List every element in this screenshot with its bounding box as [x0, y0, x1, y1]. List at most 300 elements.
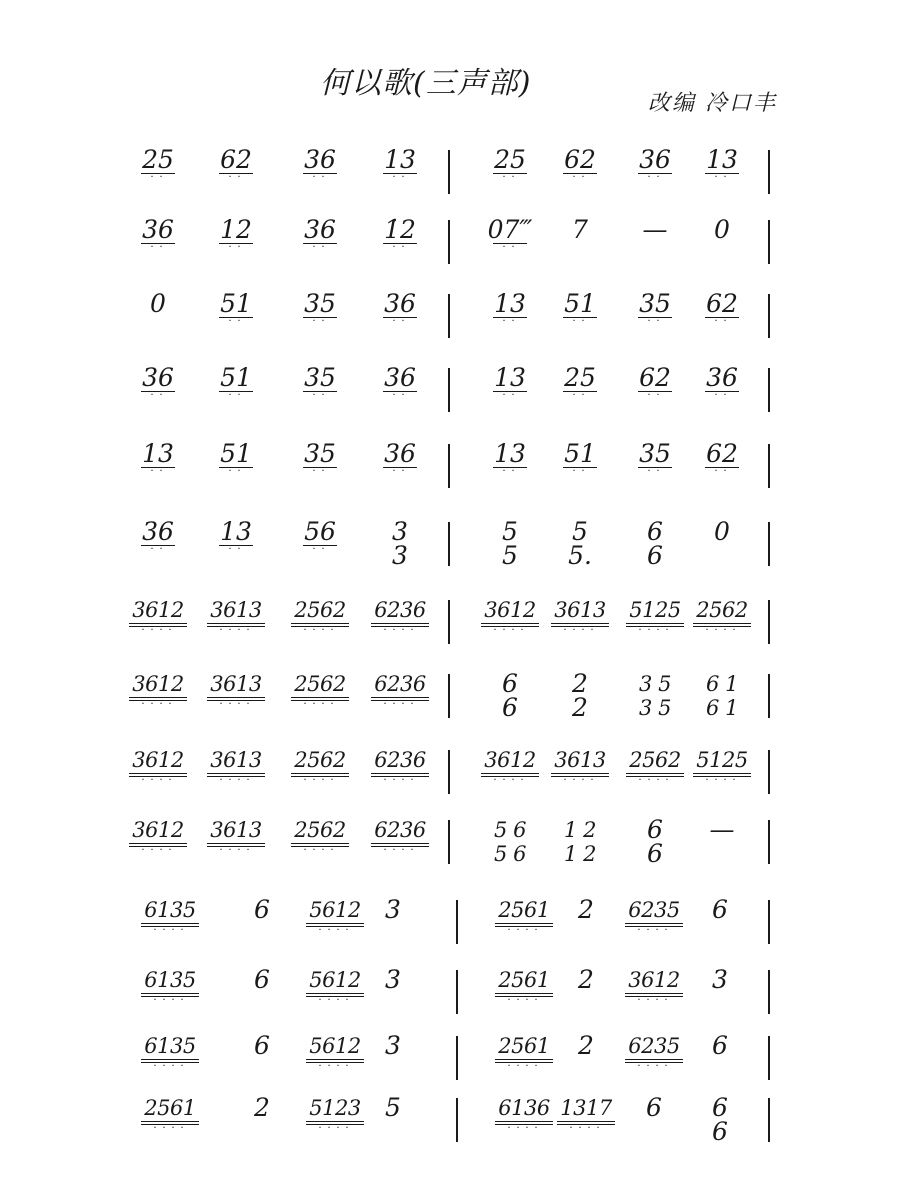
note-digits: 6135 [144, 1034, 196, 1058]
note-digits: 13 [384, 145, 416, 174]
note-group [620, 598, 690, 639]
bar-line [448, 150, 450, 194]
note-digits: 2 [578, 965, 594, 994]
note-digits: 13 [494, 363, 526, 392]
note-digits: 36 [304, 215, 336, 244]
bar-line [768, 674, 770, 718]
note-group [201, 748, 271, 789]
note-group [687, 815, 757, 844]
octave-dots: ˙˙˙˙ [317, 1063, 353, 1077]
underline-beam [495, 923, 553, 924]
note-digits: 35 [639, 289, 671, 318]
note-digits: 13 [494, 439, 526, 468]
note-digits: 2561 [498, 1034, 550, 1058]
note-group [201, 145, 271, 188]
bar-line [448, 750, 450, 794]
note-digits: 3 [385, 965, 401, 994]
page-title: 何以歌(三声部) [320, 66, 532, 101]
note-group [545, 439, 615, 482]
note-digits: 2 [572, 669, 588, 698]
octave-dots: ˙˙˙˙ [382, 847, 418, 861]
note-digits: 6 [502, 669, 518, 698]
bar-line [768, 600, 770, 644]
note-group [619, 968, 689, 1009]
octave-dots: ˙˙˙˙ [704, 627, 740, 641]
note-digits: 2 [578, 1031, 594, 1060]
note-group [620, 363, 690, 406]
note-digits: 6 [646, 1093, 662, 1122]
note-group [135, 898, 205, 939]
note-group [489, 1034, 559, 1075]
note-digits: 6235 [628, 1034, 680, 1058]
note-digits: 3612 [132, 598, 184, 622]
octave-dots: ˙˙˙˙ [302, 847, 338, 861]
octave-dots: ˙˙ [149, 468, 167, 482]
note-digits: 5 [502, 541, 518, 570]
octave-dots: ˙˙˙˙ [492, 777, 528, 791]
note-digits: 6236 [374, 818, 426, 842]
note-digits: 51 [220, 439, 252, 468]
octave-dots: ˙˙˙˙ [317, 927, 353, 941]
note-digits: 13 [220, 517, 252, 546]
bar-line [448, 368, 450, 412]
note-digits: 3613 [554, 748, 606, 772]
octave-dots: ˙˙ [391, 244, 409, 258]
note-digits: 36 [142, 215, 174, 244]
underline-beam [557, 1121, 615, 1122]
underline-beam [371, 773, 429, 774]
octave-dots: ˙˙˙˙ [637, 777, 673, 791]
bar-line [448, 294, 450, 338]
octave-dots: ˙˙ [646, 318, 664, 332]
note-group [545, 748, 615, 789]
note-digits: 12 [220, 215, 252, 244]
note-digits: 6236 [374, 598, 426, 622]
octave-dots: ˙˙˙˙ [218, 627, 254, 641]
note-digits: 5. [568, 541, 592, 570]
underline-beam [306, 1059, 364, 1060]
octave-dots: ˙˙ [227, 244, 245, 258]
octave-dots: ˙˙ [501, 468, 519, 482]
note-group [545, 289, 615, 332]
note-digits: 36 [706, 363, 738, 392]
octave-dots: ˙˙˙˙ [140, 777, 176, 791]
note-digits: 51 [220, 363, 252, 392]
octave-dots: ˙˙˙˙ [637, 627, 673, 641]
note-digits: 6135 [144, 968, 196, 992]
note-group [551, 1096, 621, 1137]
note-digits: 2561 [498, 968, 550, 992]
note-digits: 25 [564, 363, 596, 392]
arranger-credit: 改编 冷口丰 [648, 91, 777, 116]
note-group [365, 215, 435, 258]
octave-dots: ˙˙˙˙ [302, 627, 338, 641]
underline-beam [626, 773, 684, 774]
bar-line [768, 820, 770, 864]
note-digits: 2562 [629, 748, 681, 772]
note-digits: 5612 [309, 968, 361, 992]
bar-line [456, 1036, 458, 1080]
octave-dots: ˙˙ [311, 546, 329, 560]
underline-beam [626, 623, 684, 624]
note-group [620, 815, 690, 868]
octave-dots: ˙˙ [391, 392, 409, 406]
note-group [620, 439, 690, 482]
octave-dots: ˙˙˙˙ [636, 1063, 672, 1077]
note-digits: 6136 [498, 1096, 550, 1120]
note-digits: 3612 [132, 748, 184, 772]
note-group [685, 1093, 755, 1146]
underline-beam [306, 923, 364, 924]
octave-dots: ˙˙˙˙ [506, 927, 542, 941]
note-digits: 36 [304, 145, 336, 174]
note-group [123, 215, 193, 258]
note-digits: 2 [254, 1093, 270, 1122]
note-group [620, 672, 690, 720]
note-digits: 36 [639, 145, 671, 174]
octave-dots: ˙˙ [646, 174, 664, 188]
octave-dots: ˙˙ [311, 392, 329, 406]
note-digits: 3 5 [639, 672, 671, 696]
note-group [489, 968, 559, 1009]
octave-dots: ˙˙˙˙ [636, 927, 672, 941]
note-group [358, 895, 428, 924]
octave-dots: ˙˙ [713, 392, 731, 406]
note-digits: 56 [304, 517, 336, 546]
octave-dots: ˙˙˙˙ [140, 847, 176, 861]
note-group [545, 598, 615, 639]
note-digits: 35 [639, 439, 671, 468]
octave-dots: ˙˙ [501, 392, 519, 406]
octave-dots: ˙˙ [713, 318, 731, 332]
note-group [475, 669, 545, 722]
note-group [685, 965, 755, 994]
note-digits: 6 [647, 815, 663, 844]
note-group [123, 517, 193, 560]
note-digits: 3613 [210, 818, 262, 842]
octave-dots: ˙˙ [571, 468, 589, 482]
octave-dots: ˙˙ [149, 174, 167, 188]
note-digits: 6 [647, 541, 663, 570]
octave-dots: ˙˙˙˙ [152, 997, 188, 1011]
underline-beam [291, 773, 349, 774]
note-group [475, 145, 545, 188]
note-digits: 2561 [144, 1096, 196, 1120]
note-digits: 2562 [294, 818, 346, 842]
note-digits: 7 [572, 215, 588, 244]
note-group [365, 517, 435, 570]
note-group [620, 289, 690, 332]
note-group [285, 439, 355, 482]
octave-dots: ˙˙ [501, 318, 519, 332]
note-digits: 1 2 [564, 818, 596, 842]
note-digits: 5 6 [494, 842, 526, 866]
bar-line [456, 1098, 458, 1142]
note-group [685, 895, 755, 924]
underline-beam [207, 623, 265, 624]
note-digits: 5123 [309, 1096, 361, 1120]
octave-dots: ˙˙ [311, 468, 329, 482]
note-digits: 2 [572, 693, 588, 722]
note-digits: 3612 [628, 968, 680, 992]
note-digits: 2562 [294, 748, 346, 772]
note-group [545, 818, 615, 866]
underline-beam [495, 1121, 553, 1122]
note-group [201, 517, 271, 560]
octave-dots: ˙˙ [149, 546, 167, 560]
note-group [285, 363, 355, 406]
note-digits: 2562 [696, 598, 748, 622]
note-group [545, 363, 615, 406]
note-group [285, 145, 355, 188]
note-digits: 6 [712, 1117, 728, 1146]
note-digits: 36 [384, 439, 416, 468]
octave-dots: ˙˙ [571, 318, 589, 332]
note-group [620, 517, 690, 570]
octave-dots: ˙˙˙˙ [317, 997, 353, 1011]
bar-line [448, 674, 450, 718]
octave-dots: ˙˙ [391, 318, 409, 332]
note-group [687, 672, 757, 720]
underline-beam [551, 773, 609, 774]
note-group [619, 1093, 689, 1122]
note-group [620, 145, 690, 188]
note-digits: 5612 [309, 1034, 361, 1058]
note-group [545, 145, 615, 188]
note-group [687, 215, 757, 244]
note-group [475, 517, 545, 570]
note-group [687, 289, 757, 332]
note-digits: 6 [502, 693, 518, 722]
octave-dots: ˙˙ [646, 392, 664, 406]
underline-beam [141, 923, 199, 924]
note-group [687, 439, 757, 482]
note-group [475, 748, 545, 789]
note-group [687, 748, 757, 789]
bar-line [768, 220, 770, 264]
note-group [201, 439, 271, 482]
note-digits: 3 [385, 1031, 401, 1060]
underline-beam [207, 843, 265, 844]
note-digits: 3612 [484, 598, 536, 622]
note-group [687, 363, 757, 406]
note-digits: 3 5 [639, 696, 671, 720]
note-group [123, 363, 193, 406]
note-digits: 6 [254, 965, 270, 994]
note-group [545, 669, 615, 722]
note-group [285, 289, 355, 332]
octave-dots: ˙˙ [227, 468, 245, 482]
note-digits: 6 1 [706, 672, 738, 696]
bar-line [448, 600, 450, 644]
octave-dots: ˙˙ [149, 392, 167, 406]
note-digits: 5 [502, 517, 518, 546]
note-digits: — [642, 215, 668, 244]
underline-beam [371, 697, 429, 698]
note-digits: 6 [712, 1093, 728, 1122]
underline-beam [141, 993, 199, 994]
note-group [358, 965, 428, 994]
note-group [365, 748, 435, 789]
note-digits: 51 [220, 289, 252, 318]
octave-dots: ˙˙ [571, 392, 589, 406]
note-digits: 3612 [132, 818, 184, 842]
note-digits: 35 [304, 289, 336, 318]
note-digits: 1̇2 [384, 215, 416, 244]
bar-line [768, 970, 770, 1014]
bar-line [768, 750, 770, 794]
underline-beam [371, 623, 429, 624]
note-digits: 2562 [294, 598, 346, 622]
note-digits: 13 [706, 145, 738, 174]
underline-beam [693, 623, 751, 624]
note-digits: 6135 [144, 898, 196, 922]
note-group [551, 895, 621, 924]
underline-beam [129, 843, 187, 844]
octave-dots: ˙˙ [391, 468, 409, 482]
note-group [475, 439, 545, 482]
note-digits: 51 [564, 439, 596, 468]
octave-dots: ˙˙˙˙ [152, 1063, 188, 1077]
bar-line [448, 522, 450, 566]
underline-beam [625, 1059, 683, 1060]
note-digits: 3 [385, 895, 401, 924]
octave-dots: ˙˙ [391, 174, 409, 188]
octave-dots: ˙˙ [713, 468, 731, 482]
note-digits: 6 [254, 1031, 270, 1060]
note-group [285, 598, 355, 639]
note-group [201, 818, 271, 859]
underline-beam [141, 1121, 199, 1122]
underline-beam [129, 773, 187, 774]
note-group [365, 289, 435, 332]
note-digits: 6236 [374, 672, 426, 696]
note-group [475, 363, 545, 406]
note-digits: 35 [304, 363, 336, 392]
note-digits: 0 [150, 289, 166, 318]
note-group [687, 145, 757, 188]
note-group [123, 289, 193, 318]
note-digits: 5125 [696, 748, 748, 772]
note-digits: 25 [142, 145, 174, 174]
note-group [358, 1093, 428, 1122]
octave-dots: ˙˙˙˙ [636, 997, 672, 1011]
octave-dots: ˙˙ [311, 244, 329, 258]
note-group [285, 818, 355, 859]
octave-dots: ˙˙˙˙ [382, 777, 418, 791]
note-group [687, 517, 757, 546]
note-digits: 1317 [560, 1096, 612, 1120]
note-group [475, 289, 545, 332]
note-group [620, 215, 690, 244]
note-group [619, 898, 689, 939]
note-group [365, 598, 435, 639]
note-digits: 3 [392, 517, 408, 546]
note-digits: 36 [142, 363, 174, 392]
note-digits: 36 [384, 363, 416, 392]
note-group [135, 968, 205, 1009]
note-digits: 51 [564, 289, 596, 318]
note-group [227, 895, 297, 924]
underline-beam [306, 993, 364, 994]
octave-dots: ˙˙˙˙ [317, 1125, 353, 1139]
underline-beam [481, 623, 539, 624]
octave-dots: ˙˙˙˙ [140, 701, 176, 715]
underline-beam [129, 623, 187, 624]
note-digits: 5 [572, 517, 588, 546]
bar-line [768, 1036, 770, 1080]
octave-dots: ˙˙˙˙ [382, 627, 418, 641]
note-group [358, 1031, 428, 1060]
underline-beam [551, 623, 609, 624]
note-digits: 62 [706, 439, 738, 468]
underline-beam [495, 1059, 553, 1060]
note-digits: 3613 [210, 598, 262, 622]
note-digits: 6 [712, 1031, 728, 1060]
note-digits: 13 [494, 289, 526, 318]
note-group [619, 1034, 689, 1075]
octave-dots: ˙˙ [311, 318, 329, 332]
note-digits: 13 [142, 439, 174, 468]
note-digits: 3 [712, 965, 728, 994]
note-group [365, 672, 435, 713]
note-group [475, 598, 545, 639]
underline-beam [625, 923, 683, 924]
octave-dots: ˙˙˙˙ [562, 777, 598, 791]
note-digits: 07‴ [487, 215, 533, 244]
octave-dots: ˙˙ [227, 392, 245, 406]
octave-dots: ˙˙˙˙ [506, 1125, 542, 1139]
bar-line [448, 220, 450, 264]
note-digits: 62 [220, 145, 252, 174]
note-digits: 0 [714, 215, 730, 244]
bar-line [456, 970, 458, 1014]
octave-dots: ˙˙ [501, 244, 519, 258]
note-group [285, 748, 355, 789]
note-digits: 6235 [628, 898, 680, 922]
octave-dots: ˙˙ [311, 174, 329, 188]
underline-beam [625, 993, 683, 994]
note-digits: 3613 [210, 672, 262, 696]
bar-line [456, 900, 458, 944]
bar-line [768, 150, 770, 194]
note-group [545, 215, 615, 244]
note-group [687, 598, 757, 639]
octave-dots: ˙˙˙˙ [382, 701, 418, 715]
note-digits: 5612 [309, 898, 361, 922]
octave-dots: ˙˙˙˙ [302, 777, 338, 791]
note-group [285, 215, 355, 258]
note-group [551, 1031, 621, 1060]
note-digits: 62 [706, 289, 738, 318]
octave-dots: ˙˙˙˙ [506, 997, 542, 1011]
note-group [365, 145, 435, 188]
bar-line [448, 444, 450, 488]
underline-beam [141, 1059, 199, 1060]
underline-beam [481, 773, 539, 774]
underline-beam [207, 773, 265, 774]
octave-dots: ˙˙ [501, 174, 519, 188]
underline-beam [291, 697, 349, 698]
octave-dots: ˙˙˙˙ [218, 701, 254, 715]
octave-dots: ˙˙ [227, 546, 245, 560]
note-digits: 5 6 [494, 818, 526, 842]
underline-beam [306, 1121, 364, 1122]
note-group [365, 818, 435, 859]
octave-dots: ˙˙˙˙ [492, 627, 528, 641]
octave-dots: ˙˙˙˙ [152, 1125, 188, 1139]
octave-dots: ˙˙˙˙ [568, 1125, 604, 1139]
